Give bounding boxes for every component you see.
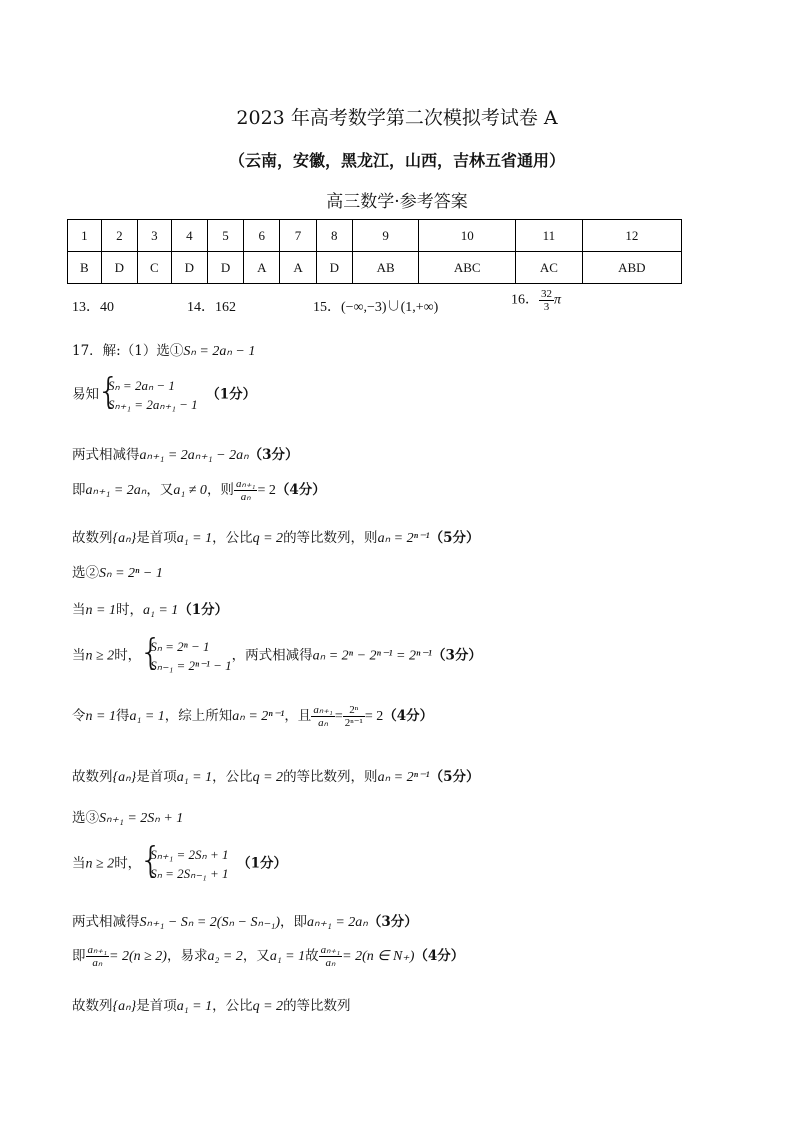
score-mark: （4分）	[414, 948, 465, 964]
solution-line-13: 两式相减得Sₙ₊₁ − Sₙ = 2(Sₙ − Sₙ₋₁)，即aₙ₊₁ = 2aₙ（3分）	[72, 914, 418, 930]
answer-cell: C	[137, 252, 171, 284]
question-number-cell: 9	[352, 220, 419, 252]
question-number-cell: 7	[280, 220, 316, 252]
score-mark: （3分）	[248, 447, 299, 463]
q15-value: (−∞,−3)∪(1,+∞)	[341, 300, 439, 315]
solution-line-1: 17．解:（1）选①Sₙ = 2aₙ − 1	[72, 343, 256, 359]
question-number-cell: 3	[137, 220, 171, 252]
question-number-cell: 11	[516, 220, 583, 252]
solution-line-12: 当n ≥ 2时， { Sₙ₊₁ = 2Sₙ + 1 Sₙ = 2Sₙ₋₁ + 1 （1分）	[72, 840, 287, 881]
q16-label: 16．	[511, 292, 539, 308]
solution-line-15: 故数列{aₙ}是首项a₁ = 1，公比q = 2的等比数列	[72, 998, 351, 1014]
score-mark: （5分）	[429, 769, 480, 785]
fraction: $\frac{\text{aₙ₊₁}}{\text{aₙ}}$	[313, 704, 333, 729]
score-mark: （5分）	[429, 530, 480, 546]
fraction: $\frac{\text{aₙ₊₁}}{\text{aₙ}}$	[235, 478, 256, 503]
section-title: 高三数学·参考答案	[326, 192, 468, 212]
score-mark: （3分）	[367, 914, 418, 930]
answer-q14: 14．162	[187, 300, 236, 315]
answer-cell: AC	[516, 252, 583, 284]
question-number-row	[68, 220, 682, 252]
solution-line-5: 故数列{aₙ}是首项a₁ = 1，公比q = 2的等比数列，则aₙ = 2ⁿ⁻¹（5分）	[72, 530, 480, 546]
score-mark: （1分）	[178, 602, 229, 618]
question-number-cell: 10	[419, 220, 516, 252]
score-mark: （4分）	[383, 708, 434, 724]
question-number-cell: 6	[244, 220, 280, 252]
solution-line-8: 当n ≥ 2时， { Sₙ = 2ⁿ − 1 Sₙ₋₁ = 2ⁿ⁻¹ − 1 ，两式相减得aₙ = 2ⁿ − 2ⁿ⁻¹ = 2ⁿ⁻¹（3分）	[72, 632, 482, 673]
answer-cell: D	[207, 252, 243, 284]
fraction: $\frac{\text{aₙ₊₁}}{\text{aₙ}}$	[320, 944, 341, 969]
solution-line-3: 两式相减得aₙ₊₁ = 2aₙ₊₁ − 2aₙ（3分）	[72, 447, 299, 463]
answer-q16	[511, 288, 561, 313]
question-number-cell: 2	[101, 220, 137, 252]
solution-line-2: 易知 { Sₙ = 2aₙ − 1 Sₙ₊₁ = 2aₙ₊₁ − 1 （1分）	[72, 371, 257, 412]
score-mark: （3分）	[431, 647, 482, 664]
answer-q13: 13．40	[72, 300, 114, 315]
fraction: $\frac{\text{aₙ₊₁}}{\text{aₙ}}$	[87, 944, 108, 969]
score-mark: （1分）	[237, 855, 287, 872]
question-number-cell: 1	[68, 220, 102, 252]
fraction: $\frac{\text{2ⁿ}}{\text{2ⁿ⁻¹}}$	[344, 704, 363, 729]
answer-cell: D	[101, 252, 137, 284]
answer-cell: A	[244, 252, 280, 284]
answer-q15	[313, 296, 438, 316]
answer-cell: AB	[352, 252, 419, 284]
q16-fraction: $\frac{32}{3}$	[541, 288, 552, 313]
equation-system: { Sₙ₊₁ = 2Sₙ + 1 Sₙ = 2Sₙ₋₁ + 1	[139, 840, 229, 881]
score-mark: （1分）	[206, 386, 257, 403]
answer-table	[67, 219, 682, 284]
solution-line-7: 当n = 1时，a₁ = 1（1分）	[72, 602, 229, 618]
question-number-cell: 5	[207, 220, 243, 252]
question-number-cell: 8	[316, 220, 352, 252]
solution-line-9: 令n = 1得a₁ = 1，综上所知aₙ = 2ⁿ⁻¹，且 $\frac{\text{aₙ₊₁}}{\text{aₙ}}$ = $\frac{\text{2ⁿ}}{\text{2ⁿ⁻¹}}$ = 2（4分）	[72, 704, 434, 729]
score-mark: （4分）	[275, 482, 326, 498]
answer-cell: B	[68, 252, 102, 284]
solution-line-10: 故数列{aₙ}是首项a₁ = 1，公比q = 2的等比数列，则aₙ = 2ⁿ⁻¹（5分）	[72, 769, 480, 785]
q15-label: 15．	[313, 300, 341, 315]
solution-line-14: 即 $\frac{\text{aₙ₊₁}}{\text{aₙ}}$ = 2(n ≥ 2)，易求a₂ = 2，又a₁ = 1故 $\frac{\text{aₙ₊₁}}{\text{aₙ}}$ = 2(n ∈ N₊)（4分）	[72, 944, 465, 969]
answer-row	[68, 252, 682, 284]
answer-cell: D	[316, 252, 352, 284]
question-number-cell: 12	[582, 220, 681, 252]
question-number-cell: 4	[171, 220, 207, 252]
answer-cell: A	[280, 252, 316, 284]
answer-cell: ABD	[582, 252, 681, 284]
answer-cell: ABC	[419, 252, 516, 284]
equation-system: { Sₙ = 2ⁿ − 1 Sₙ₋₁ = 2ⁿ⁻¹ − 1	[139, 632, 232, 673]
q16-pi: π	[554, 292, 562, 308]
equation-system: { Sₙ = 2aₙ − 1 Sₙ₊₁ = 2aₙ₊₁ − 1	[97, 371, 198, 412]
exam-subtitle: （云南，安徽，黑龙江，山西，吉林五省通用）	[228, 151, 565, 170]
solution-line-11: 选③Sₙ₊₁ = 2Sₙ + 1	[72, 810, 184, 826]
exam-title: 2023 年高考数学第二次模拟考试卷 A	[236, 107, 558, 129]
answer-cell: D	[171, 252, 207, 284]
solution-line-4: 即aₙ₊₁ = 2aₙ，又a₁ ≠ 0，则 $\frac{\text{aₙ₊₁}}{\text{aₙ}}$ = 2（4分）	[72, 478, 326, 503]
solution-line-6: 选②Sₙ = 2ⁿ − 1	[72, 565, 163, 581]
